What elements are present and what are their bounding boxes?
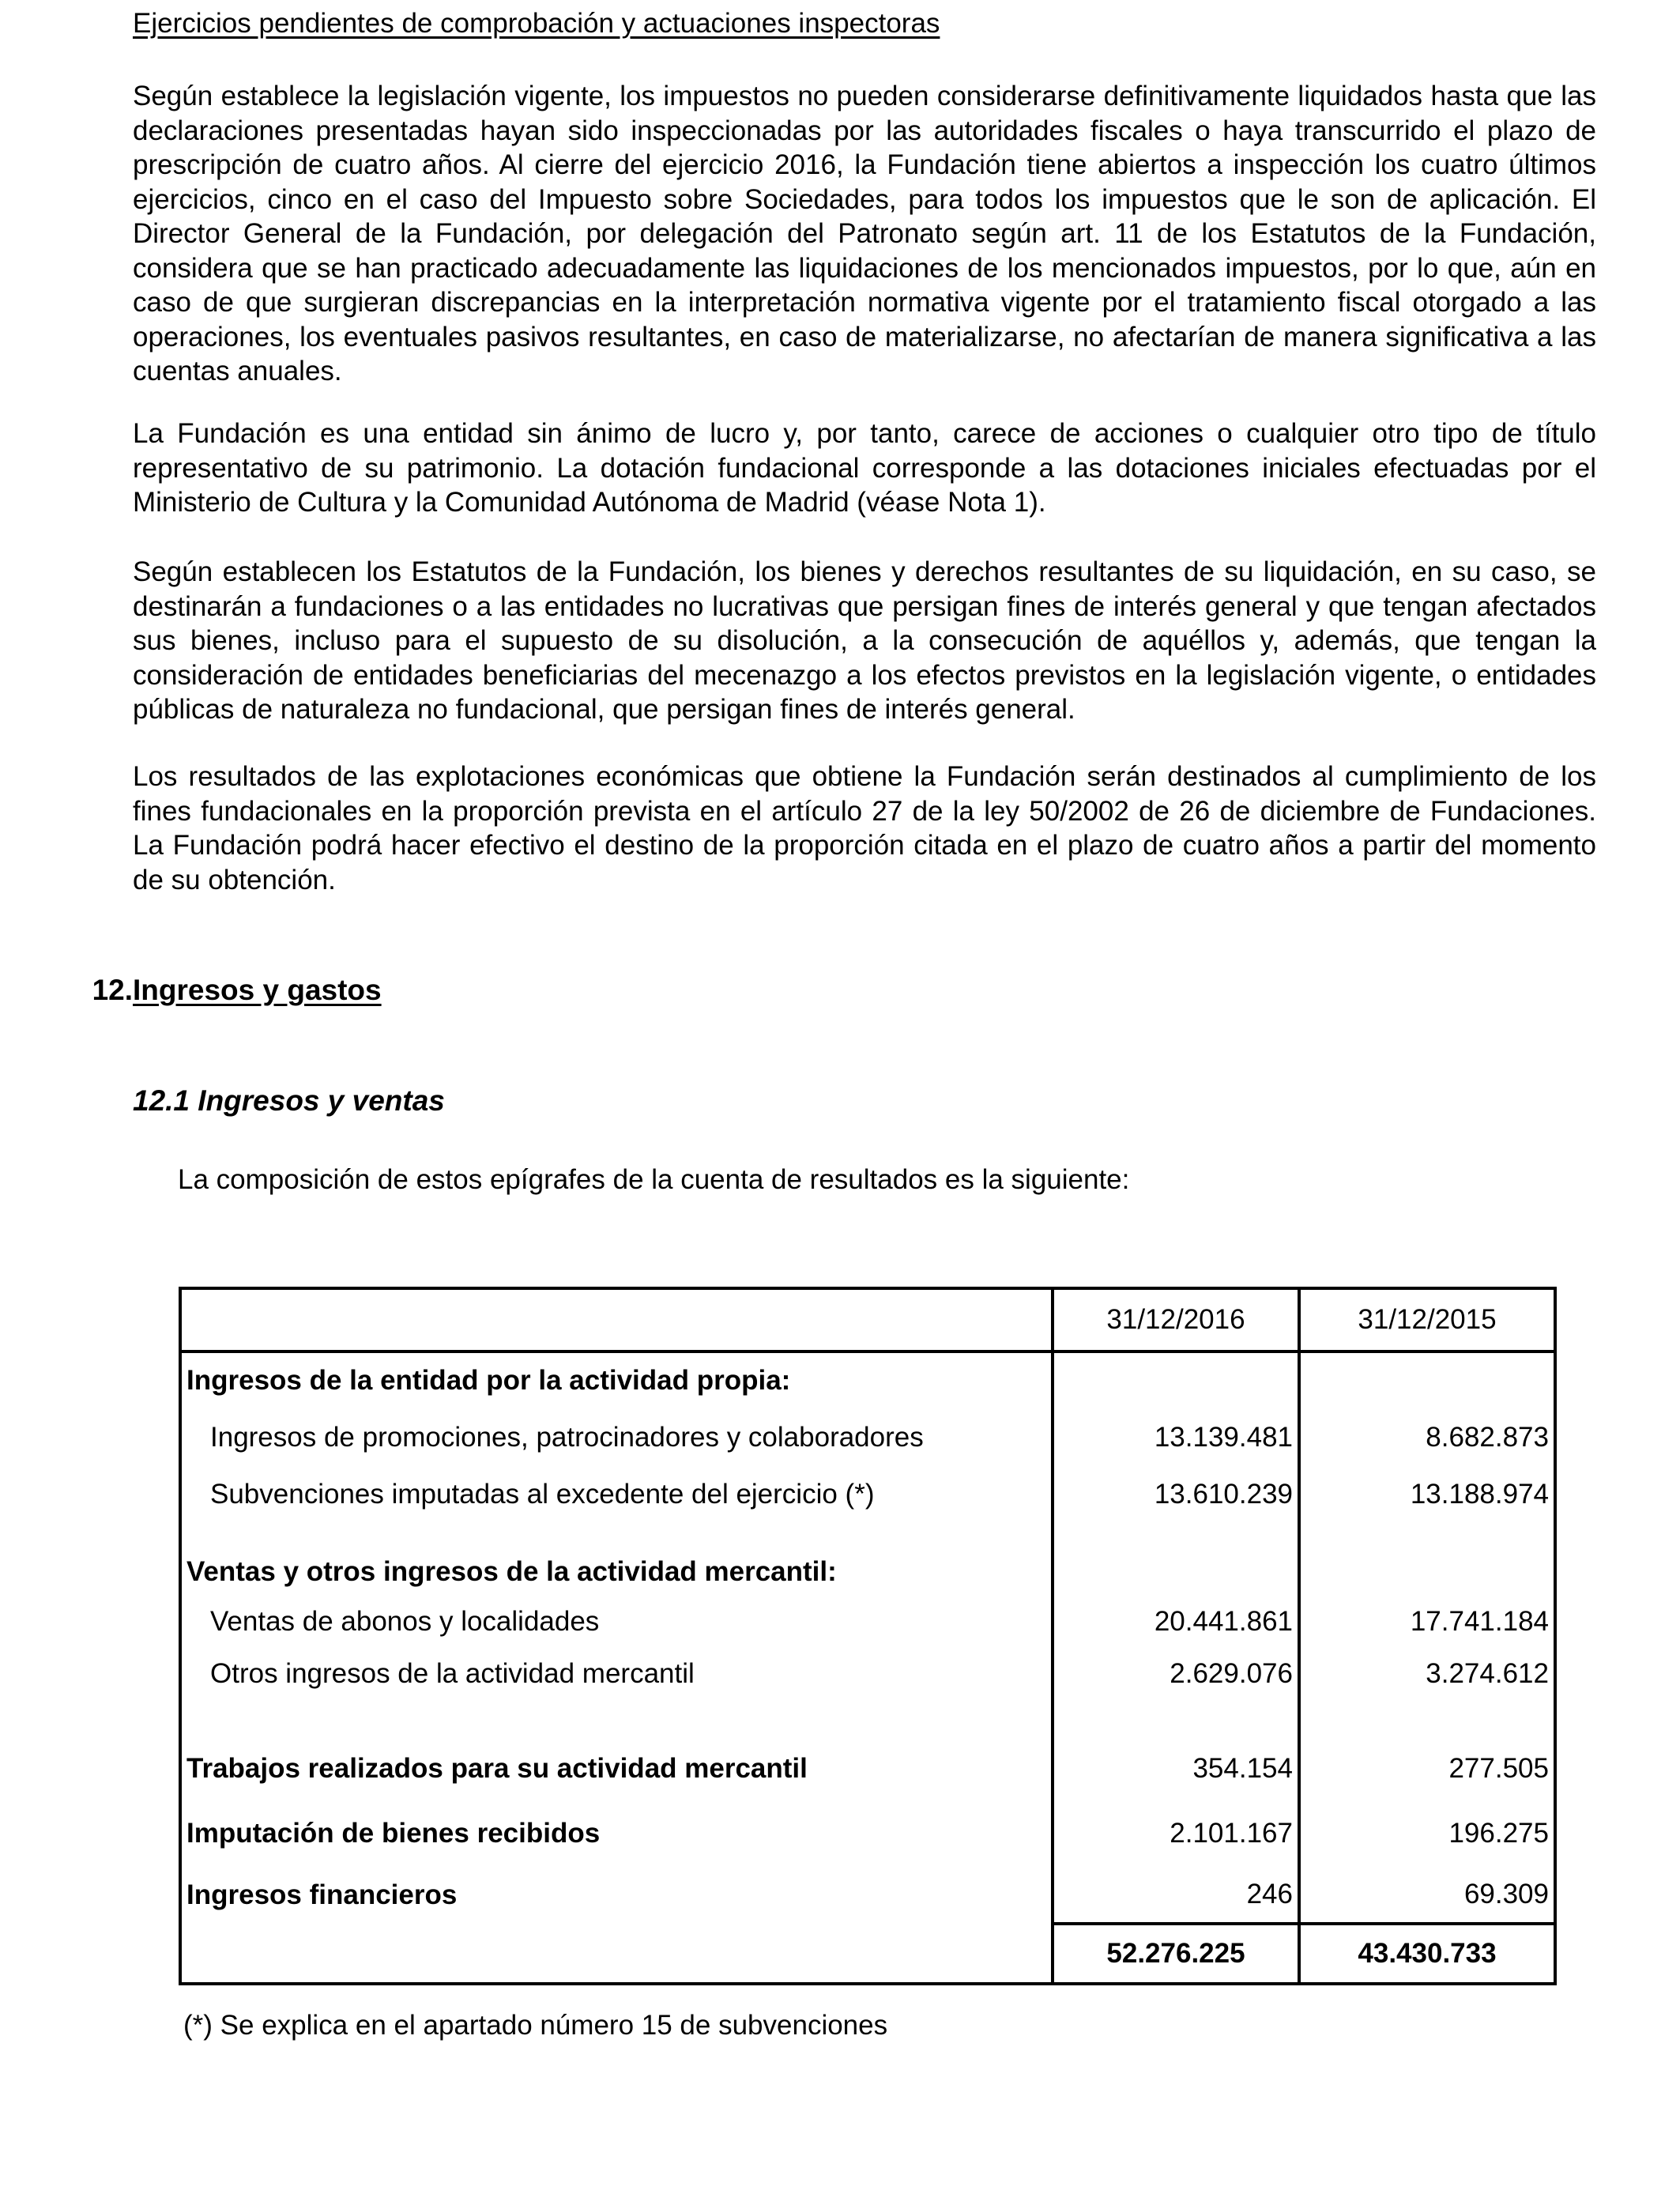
table-total-row (180, 1924, 1555, 1984)
subsection-heading: 12.1 Ingresos y ventas (133, 1084, 445, 1117)
table-row (180, 1466, 1555, 1523)
section-label-actividad-propia: Ingresos de la entidad por la actividad propia: (186, 1365, 791, 1397)
value-2016: 354.154 (1053, 1736, 1299, 1801)
table-row (180, 1351, 1555, 1408)
table-row (180, 1867, 1555, 1924)
value-2015: 13.188.974 (1299, 1466, 1555, 1523)
section-heading-title: Ingresos y gastos (133, 974, 382, 1006)
column-header-2015: 31/12/2015 (1299, 1288, 1555, 1351)
value-2015: 196.275 (1299, 1801, 1555, 1866)
table-row (180, 1736, 1555, 1801)
value-2015: 17.741.184 (1299, 1596, 1555, 1648)
value-2016: 246 (1053, 1867, 1299, 1924)
table-header-row (180, 1288, 1555, 1351)
table-row (180, 1547, 1555, 1596)
column-header-2016: 31/12/2016 (1053, 1288, 1299, 1351)
footnote: (*) Se explica en el apartado número 15 de subvenciones (183, 2010, 888, 2041)
table-row (180, 1648, 1555, 1700)
header-empty-cell (180, 1288, 1053, 1351)
section-heading (63, 974, 382, 1007)
row-label: Trabajos realizados para su actividad mercantil (186, 1752, 808, 1784)
value-2016: 13.139.481 (1053, 1408, 1299, 1465)
income-table (179, 1287, 1557, 1985)
total-2016: 52.276.225 (1053, 1924, 1299, 1984)
value-2016: 2.101.167 (1053, 1801, 1299, 1866)
section-number: 12. (92, 974, 133, 1006)
section-label-actividad-mercantil: Ventas y otros ingresos de la actividad mercantil: (186, 1555, 837, 1587)
paragraph-liquidacion: Según establecen los Estatutos de la Fundación, los bienes y derechos resultantes de su liquidación, en su caso, se destinarán a fundaciones o a las entidades no lucrativas que persigan fines de interés general y que tengan afectados sus bienes, incluso para el supuesto de su disolución, a la consecución de aquéllos y, además, que tengan la consideración de entidades beneficiarias del mecenazgo a los efectos previstos en la legislación vigente, o entidades públicas de naturaleza no fundacional, que persigan fines de interés general. (133, 556, 1596, 725)
row-label: Ingresos financieros (186, 1879, 458, 1910)
value-2016: 2.629.076 (1053, 1648, 1299, 1700)
value-2015: 8.682.873 (1299, 1408, 1555, 1465)
value-2016: 13.610.239 (1053, 1466, 1299, 1523)
row-label: Ingresos de promociones, patrocinadores y colaboradores (210, 1421, 924, 1453)
paragraph-resultados: Los resultados de las explotaciones económicas que obtiene la Fundación serán destinados al cumplimiento de los fines fundacionales en la proporción prevista en el artículo 27 de la ley 50/2002 de 26 de diciembre de Fundaciones. La Fundación podrá hacer efectivo el destino de la proporción citada en el plazo de cuatro años a partir del momento de su obtención. (133, 761, 1596, 895)
row-label: Otros ingresos de la actividad mercantil (210, 1658, 695, 1690)
value-2015: 69.309 (1299, 1867, 1555, 1924)
row-label: Imputación de bienes recibidos (186, 1818, 601, 1849)
row-label: Subvenciones imputadas al excedente del ejercicio (*) (210, 1478, 875, 1510)
row-label: Ventas de abonos y localidades (210, 1606, 600, 1638)
value-2016: 20.441.861 (1053, 1596, 1299, 1648)
paragraph-entidad-sin-lucro: La Fundación es una entidad sin ánimo de lucro y, por tanto, carece de acciones o cualquier otro tipo de título representativo de su patrimonio. La dotación fundacional corresponde a las dotaciones iniciales efectuadas por el Ministerio de Cultura y la Comunidad Autónoma de Madrid (véase Nota 1). (133, 418, 1596, 518)
paragraph-inspecciones: Según establece la legislación vigente, los impuestos no pueden considerarse definitivamente liquidados hasta que las declaraciones presentadas hayan sido inspeccionadas por las autoridades fiscales o haya transcurrido el plazo de prescripción de cuatro años. Al cierre del ejercicio 2016, la Fundación tiene abiertos a inspección los cuatro últimos ejercicios, cinco en el caso del Impuesto sobre Sociedades, para todos los impuestos que le son de aplicación. El Director General de la Fundación, por delegación del Patronato según art. 11 de los Estatutos de la Fundación, considera que se han practicado adecuadamente las liquidaciones de los mencionados impuestos, por lo que, aún en caso de que surgieran discrepancias en la interpretación normativa vigente por el tratamiento fiscal otorgado a las operaciones, los eventuales pasivos resultantes, en caso de materializarse, no afectarían de manera significativa a las cuentas anuales. (133, 81, 1596, 386)
value-2015: 3.274.612 (1299, 1648, 1555, 1700)
value-2015: 277.505 (1299, 1736, 1555, 1801)
total-2015: 43.430.733 (1299, 1924, 1555, 1984)
section-title: Ejercicios pendientes de comprobación y actuaciones inspectoras (133, 8, 940, 39)
table-row (180, 1596, 1555, 1648)
table-row (180, 1408, 1555, 1465)
total-label-empty (180, 1924, 1053, 1984)
intro-text: La composición de estos epígrafes de la cuenta de resultados es la siguiente: (178, 1164, 1130, 1195)
table-row (180, 1801, 1555, 1866)
